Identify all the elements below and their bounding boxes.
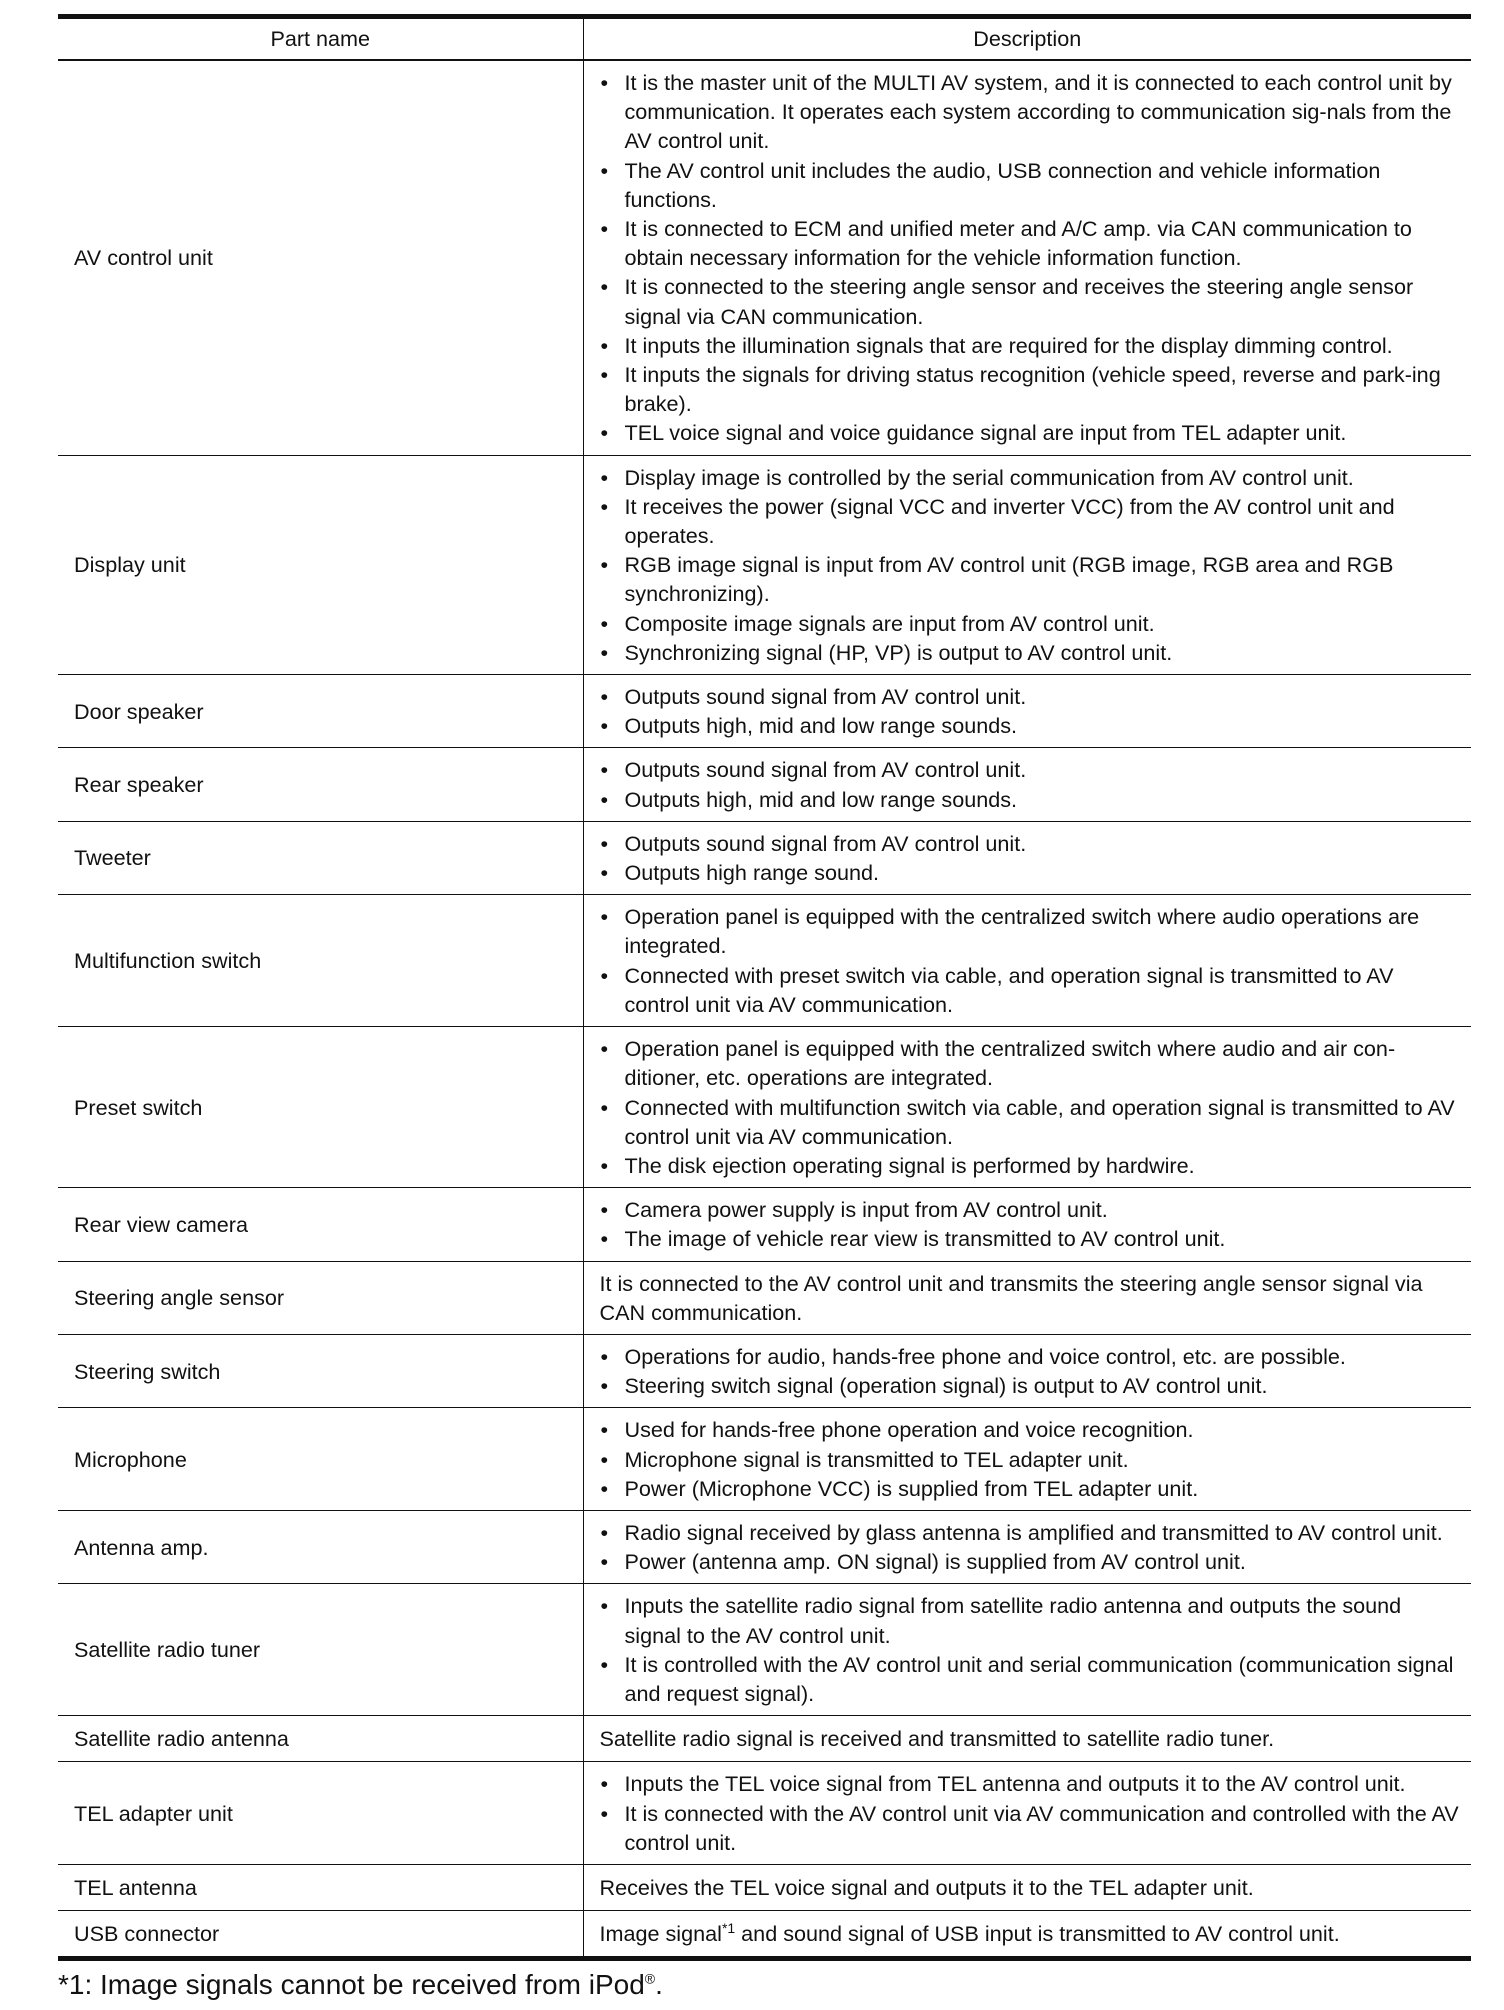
description-bullet: • It is controlled with the AV control unit and serial communication (communication signal and request signal). bbox=[600, 1650, 1462, 1708]
description-bullet: • Radio signal received by glass antenna is amplified and transmitted to AV control unit. bbox=[600, 1518, 1462, 1547]
description-bullet: • Connected with preset switch via cable, and operation signal is transmitted to AV control unit via AV communication. bbox=[600, 961, 1462, 1019]
description-bullet-list bbox=[600, 1769, 1462, 1857]
description-bullet-list bbox=[600, 463, 1462, 667]
description-bullet: • Outputs sound signal from AV control unit. bbox=[600, 829, 1462, 858]
description-bullet: • Power (Microphone VCC) is supplied from TEL adapter unit. bbox=[600, 1474, 1462, 1503]
description-bullet-list bbox=[600, 1415, 1462, 1503]
description-bullet-list bbox=[600, 902, 1462, 1019]
description-cell bbox=[583, 455, 1471, 674]
table-row bbox=[58, 1261, 1471, 1334]
description-bullet: • Operation panel is equipped with the centralized switch where audio and air con-ditioner, etc. operations are integrated. bbox=[600, 1034, 1462, 1092]
header-part-name: Part name bbox=[58, 17, 583, 61]
description-text-part: Image signal bbox=[599, 1921, 722, 1947]
description-cell bbox=[583, 1334, 1471, 1407]
description-bullet-list bbox=[600, 755, 1462, 813]
part-name-cell: Satellite radio tuner bbox=[58, 1584, 583, 1716]
description-bullet: • Operation panel is equipped with the centralized switch where audio operations are integrated. bbox=[600, 902, 1462, 960]
description-bullet: • Steering switch signal (operation signal) is output to AV control unit. bbox=[600, 1371, 1462, 1400]
description-bullet: • It is connected to the steering angle sensor and receives the steering angle sensor signal via CAN communication. bbox=[600, 272, 1462, 330]
description-bullet-list bbox=[600, 1518, 1462, 1576]
table-row bbox=[58, 1334, 1471, 1407]
table-row bbox=[58, 1027, 1471, 1188]
description-bullet: • The image of vehicle rear view is transmitted to AV control unit. bbox=[600, 1224, 1462, 1253]
description-cell bbox=[583, 1584, 1471, 1716]
description-bullet: • Outputs high, mid and low range sounds. bbox=[600, 711, 1462, 740]
part-name-cell: TEL antenna bbox=[58, 1864, 583, 1910]
description-bullet: • The disk ejection operating signal is performed by hardwire. bbox=[600, 1151, 1462, 1180]
description-cell bbox=[583, 821, 1471, 894]
part-name-cell: Satellite radio antenna bbox=[58, 1716, 583, 1762]
description-bullet: • It inputs the signals for driving status recognition (vehicle speed, reverse and park-ing brake). bbox=[600, 360, 1462, 418]
table-row bbox=[58, 1408, 1471, 1511]
description-bullet-list bbox=[600, 68, 1462, 448]
part-name-cell: TEL adapter unit bbox=[58, 1762, 583, 1865]
description-bullet-list bbox=[600, 682, 1462, 740]
part-name-cell: Steering angle sensor bbox=[58, 1261, 583, 1334]
description-cell bbox=[583, 60, 1471, 455]
footnote bbox=[58, 1968, 663, 2002]
table-row bbox=[58, 1716, 1471, 1762]
table-row bbox=[58, 1911, 1471, 1959]
description-bullet: • TEL voice signal and voice guidance signal are input from TEL adapter unit. bbox=[600, 418, 1462, 447]
description-bullet: • It is the master unit of the MULTI AV system, and it is connected to each control unit by communication. It operates each system according to communication sig-nals from the AV control unit. bbox=[600, 68, 1462, 156]
part-name-cell: Door speaker bbox=[58, 675, 583, 748]
part-name-cell: Tweeter bbox=[58, 821, 583, 894]
description-text bbox=[600, 1919, 1462, 1948]
description-bullet-list bbox=[600, 1342, 1462, 1400]
registered-mark: ® bbox=[644, 1970, 656, 1987]
table-row bbox=[58, 455, 1471, 674]
description-bullet: • Microphone signal is transmitted to TEL adapter unit. bbox=[600, 1445, 1462, 1474]
description-bullet-list bbox=[600, 1034, 1462, 1180]
part-name-cell: Display unit bbox=[58, 455, 583, 674]
description-text: Receives the TEL voice signal and outputs it to the TEL adapter unit. bbox=[599, 1874, 1254, 1900]
footnote-reference: *1 bbox=[721, 1919, 736, 1936]
description-bullet: • Camera power supply is input from AV control unit. bbox=[600, 1195, 1462, 1224]
description-bullet: • It receives the power (signal VCC and inverter VCC) from the AV control unit and operates. bbox=[600, 492, 1462, 550]
description-bullet-list bbox=[600, 829, 1462, 887]
description-bullet: • It inputs the illumination signals that are required for the display dimming control. bbox=[600, 331, 1462, 360]
description-cell bbox=[583, 1408, 1471, 1511]
description-cell bbox=[583, 1261, 1471, 1334]
part-name-cell: Preset switch bbox=[58, 1027, 583, 1188]
table-row bbox=[58, 1188, 1471, 1261]
part-name-cell: USB connector bbox=[58, 1911, 583, 1959]
table-row bbox=[58, 1510, 1471, 1583]
description-cell bbox=[583, 895, 1471, 1027]
description-bullet: • Connected with multifunction switch via cable, and operation signal is transmitted to AV control unit via AV communication. bbox=[600, 1093, 1462, 1151]
part-name-cell: Multifunction switch bbox=[58, 895, 583, 1027]
description-text: It is connected to the AV control unit and transmits the steering angle sensor signal via CAN communication. bbox=[599, 1270, 1423, 1325]
description-bullet: • Power (antenna amp. ON signal) is supplied from AV control unit. bbox=[600, 1547, 1462, 1576]
description-text-part: and sound signal of USB input is transmitted to AV control unit. bbox=[735, 1921, 1340, 1947]
part-name-cell: Rear view camera bbox=[58, 1188, 583, 1261]
description-bullet: • It is connected with the AV control unit via AV communication and controlled with the AV control unit. bbox=[600, 1799, 1462, 1857]
table-row bbox=[58, 675, 1471, 748]
description-bullet: • Outputs sound signal from AV control unit. bbox=[600, 682, 1462, 711]
description-bullet: • Used for hands-free phone operation and voice recognition. bbox=[600, 1415, 1462, 1444]
description-text: Satellite radio signal is received and transmitted to satellite radio tuner. bbox=[599, 1726, 1275, 1752]
description-cell bbox=[583, 1762, 1471, 1865]
description-bullet: • RGB image signal is input from AV control unit (RGB image, RGB area and RGB synchronizing). bbox=[600, 550, 1462, 608]
part-name-cell: Antenna amp. bbox=[58, 1510, 583, 1583]
part-name-cell: Rear speaker bbox=[58, 748, 583, 821]
description-cell bbox=[583, 1716, 1471, 1762]
description-bullet: • Outputs high, mid and low range sounds. bbox=[600, 785, 1462, 814]
description-bullet: • The AV control unit includes the audio, USB connection and vehicle information functions. bbox=[600, 156, 1462, 214]
description-bullet: • Inputs the satellite radio signal from satellite radio antenna and outputs the sound signal to the AV control unit. bbox=[600, 1591, 1462, 1649]
description-bullet: • Synchronizing signal (HP, VP) is output to AV control unit. bbox=[600, 638, 1462, 667]
part-name-cell: Steering switch bbox=[58, 1334, 583, 1407]
description-cell bbox=[583, 748, 1471, 821]
description-bullet: • Operations for audio, hands-free phone and voice control, etc. are possible. bbox=[600, 1342, 1462, 1371]
description-cell bbox=[583, 1510, 1471, 1583]
parts-table bbox=[58, 14, 1471, 1961]
description-bullet: • Outputs sound signal from AV control unit. bbox=[600, 755, 1462, 784]
table-row bbox=[58, 748, 1471, 821]
table-row bbox=[58, 60, 1471, 455]
table-header-row bbox=[58, 17, 1471, 61]
description-bullet: • Inputs the TEL voice signal from TEL antenna and outputs it to the AV control unit. bbox=[600, 1769, 1462, 1798]
document-page bbox=[58, 14, 1471, 1961]
description-cell bbox=[583, 675, 1471, 748]
description-bullet: • Composite image signals are input from AV control unit. bbox=[600, 609, 1462, 638]
table-body bbox=[58, 60, 1471, 1959]
part-name-cell: Microphone bbox=[58, 1408, 583, 1511]
footnote-text: *1: Image signals cannot be received from iPod bbox=[58, 1969, 645, 2000]
footnote-end: . bbox=[655, 1969, 663, 2000]
table-row bbox=[58, 821, 1471, 894]
description-cell bbox=[583, 1188, 1471, 1261]
description-bullet-list bbox=[600, 1591, 1462, 1708]
description-cell bbox=[583, 1027, 1471, 1188]
description-bullet: • Outputs high range sound. bbox=[600, 858, 1462, 887]
description-bullet-list bbox=[600, 1195, 1462, 1253]
header-description: Description bbox=[583, 17, 1471, 61]
description-bullet: • It is connected to ECM and unified meter and A/C amp. via CAN communication to obtain necessary information for the vehicle information function. bbox=[600, 214, 1462, 272]
part-name-cell: AV control unit bbox=[58, 60, 583, 455]
description-bullet: • Display image is controlled by the serial communication from AV control unit. bbox=[600, 463, 1462, 492]
description-cell bbox=[583, 1864, 1471, 1910]
table-row bbox=[58, 1584, 1471, 1716]
table-row bbox=[58, 1762, 1471, 1865]
table-row bbox=[58, 1864, 1471, 1910]
table-row bbox=[58, 895, 1471, 1027]
description-cell bbox=[583, 1911, 1471, 1959]
